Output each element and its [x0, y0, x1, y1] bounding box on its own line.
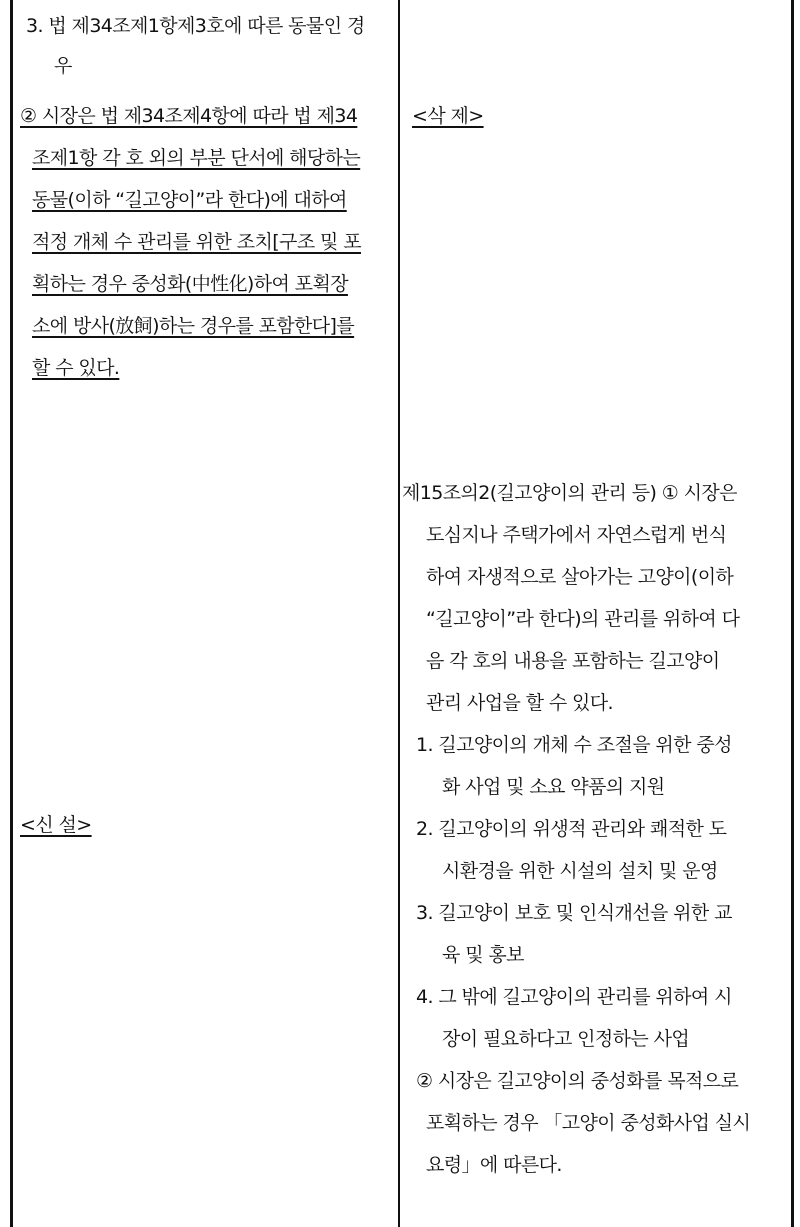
article-item3-line-1: 3. 길고양이 보호 및 인식개선을 위한 교	[416, 902, 732, 924]
item3-line-2: 우	[54, 55, 72, 77]
para2-line-1: ② 시장은 법 제34조제4항에 따라 법 제34	[20, 105, 358, 127]
para2-line-4: 적정 개체 수 관리를 위한 조치[구조 및 포	[32, 231, 361, 253]
article-line-5: 음 각 호의 내용을 포함하는 길고양이	[426, 650, 720, 672]
article-line-6: 관리 사업을 할 수 있다.	[426, 692, 613, 714]
article-item2-line-1: 2. 길고양이의 위생적 관리와 쾌적한 도	[416, 818, 727, 840]
para2-line-2: 조제1항 각 호 외의 부분 단서에 해당하는	[32, 147, 361, 169]
article-line-2: 도심지나 주택가에서 자연스럽게 번식	[426, 524, 727, 546]
article-item4-line-2: 장이 필요하다고 인정하는 사업	[442, 1028, 690, 1050]
table-left-border	[10, 0, 13, 1227]
para2-line-5: 획하는 경우 중성화(中性化)하여 포획장	[32, 273, 348, 295]
article-line-1: 제15조의2(길고양이의 관리 등) ① 시장은	[402, 482, 737, 504]
article-line-4: “길고양이”라 한다)의 관리를 위하여 다	[426, 608, 740, 630]
table-column-divider	[398, 0, 400, 1227]
para2-line-7: 할 수 있다.	[32, 357, 120, 379]
deleted-label: <삭 제>	[412, 105, 484, 127]
article-item1-line-1: 1. 길고양이의 개체 수 조절을 위한 중성	[416, 734, 732, 756]
para2-line-3: 동물(이하 “길고양이”라 한다)에 대하여	[32, 189, 347, 211]
item3-line-1: 3. 법 제34조제1항제3호에 따른 동물인 경	[26, 15, 365, 37]
para2-line-6: 소에 방사(放飼)하는 경우를 포함한다]를	[32, 315, 355, 337]
article-para2-line-2: 포획하는 경우 「고양이 중성화사업 실시	[426, 1112, 751, 1134]
article-item1-line-2: 화 사업 및 소요 약품의 지원	[442, 776, 665, 798]
table-right-border	[791, 0, 794, 1227]
article-item4-line-1: 4. 그 밖에 길고양이의 관리를 위하여 시	[416, 986, 732, 1008]
article-item3-line-2: 육 및 홍보	[442, 944, 524, 966]
article-item2-line-2: 시환경을 위한 시설의 설치 및 운영	[442, 860, 718, 882]
article-para2-line-3: 요령」에 따른다.	[426, 1154, 562, 1176]
new-label: <신 설>	[20, 814, 92, 836]
article-para2-line-1: ② 시장은 길고양이의 중성화를 목적으로	[416, 1070, 739, 1092]
article-line-3: 하여 자생적으로 살아가는 고양이(이하	[426, 566, 734, 588]
